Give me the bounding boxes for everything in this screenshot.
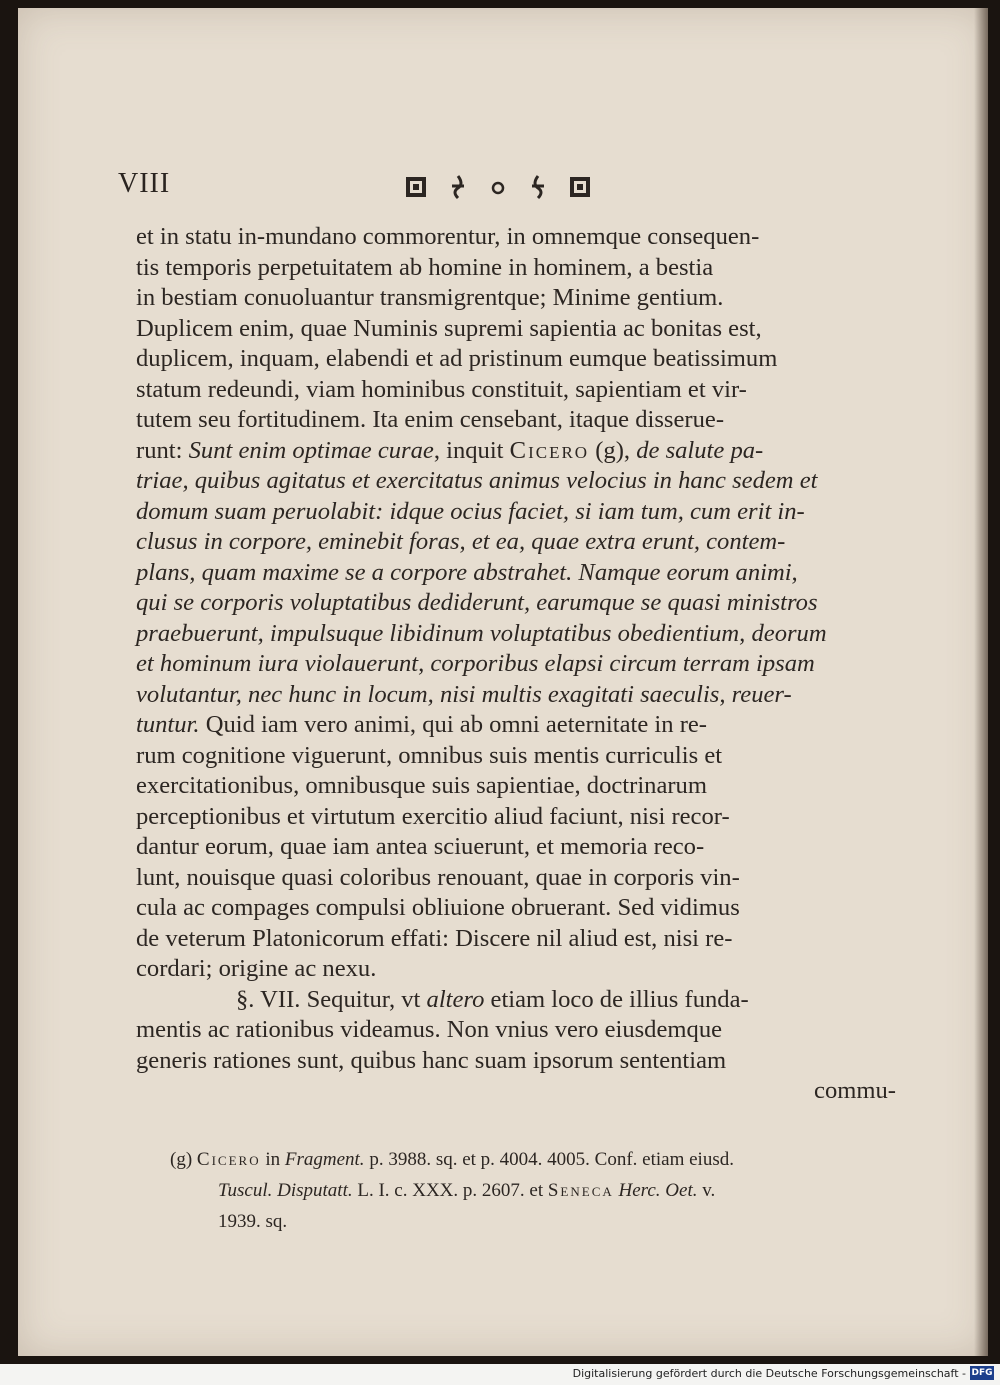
quote-line: praebuerunt, impulsuque libidinum voluptatibus obedientium, deorum bbox=[136, 619, 827, 647]
quote-line: clusus in corpore, eminebit foras, et ea, quae extra erunt, contem- bbox=[136, 528, 786, 555]
body-text bbox=[136, 222, 896, 1107]
text-line: dantur eorum, quae iam antea sciuerunt, et memoria reco- bbox=[136, 833, 705, 860]
text-line: tutem seu fortitudinem. Ita enim censebant, itaque disserue- bbox=[136, 406, 725, 433]
text-line: exercitationibus, omnibusque suis sapientiae, doctrinarum bbox=[136, 772, 707, 799]
text-line: duplicem, inquam, elabendi et ad pristinum eumque beatissimum bbox=[136, 345, 778, 372]
quote-line: triae, quibus agitatus et exercitatus animus velocius in hanc sedem et bbox=[136, 467, 818, 494]
footnote bbox=[170, 1144, 900, 1237]
page-header bbox=[118, 168, 898, 208]
quote-line: qui se corporis voluptatibus dediderunt, earumque se quasi ministros bbox=[136, 589, 818, 616]
text-line: cula ac compages compulsi obliuione obruerant. Sed vidimus bbox=[136, 894, 740, 921]
quote-line: volutantur, nec hunc in locum, nisi multis exagitati saeculis, reuer- bbox=[136, 680, 792, 708]
text-line: statum redeundi, viam hominibus constituit, sapientiam et vir- bbox=[136, 375, 747, 403]
text-line: Duplicem enim, quae Numinis supremi sapientia ac bonitas est, bbox=[136, 314, 762, 342]
text-line: generis rationes sunt, quibus hanc suam ipsorum sententiam bbox=[136, 1046, 727, 1074]
text-line: mentis ac rationibus videamus. Non vnius vero eiusdemque bbox=[136, 1016, 723, 1043]
text-line: tuntur. Quid iam vero animi, qui ab omni aeternitate in re- bbox=[136, 711, 707, 738]
text-line: de veterum Platonicorum effati: Discere nil aliud est, nisi re- bbox=[136, 924, 733, 952]
footnote-line: Tuscul. Disputatt. L. I. c. XXX. p. 2607. et Seneca Herc. Oet. v. bbox=[218, 1180, 716, 1201]
text-line: cordari; origine ac nexu. bbox=[136, 955, 377, 982]
text-line: perceptionibus et virtutum exercitio aliud faciunt, nisi recor- bbox=[136, 802, 730, 830]
footnote-line: 1939. sq. bbox=[218, 1211, 288, 1232]
printer-ornament-icon bbox=[398, 172, 598, 202]
text-line: et in statu in-mundano commorentur, in omnemque consequen- bbox=[136, 223, 760, 250]
text-line: tis temporis perpetuitatem ab homine in hominem, a bestia bbox=[136, 253, 714, 281]
text-line: runt: Sunt enim optimae curae, inquit Cicero (g), de salute pa- bbox=[136, 436, 764, 464]
dfg-logo: DFG bbox=[971, 1368, 993, 1378]
text-line: in bestiam conuoluantur transmigrentque; Minime gentium. bbox=[136, 284, 724, 311]
catchword: commu- bbox=[814, 1077, 896, 1104]
quote-line: domum suam peruolabit: idque ocius faciet, si iam tum, cum erit in- bbox=[136, 497, 805, 525]
digitization-credit: Digitalisierung gefördert durch die Deutsche Forschungsgemeinschaft - bbox=[572, 1367, 966, 1380]
page-number: VIII bbox=[118, 168, 171, 199]
quote-line: et hominum iura violauerunt, corporibus elapsi circum terram ipsam bbox=[136, 650, 815, 677]
footnote-line: (g) Cicero in Fragment. p. 3988. sq. et p. 4004. 4005. Conf. etiam eiusd. bbox=[170, 1149, 734, 1170]
text-line: lunt, nouisque quasi coloribus renouant, quae in corporis vin- bbox=[136, 863, 740, 891]
quote-line: plans, quam maxime se a corpore abstrahet. Namque eorum animi, bbox=[136, 558, 798, 586]
text-line: rum cognitione viguerunt, omnibus suis mentis curriculis et bbox=[136, 741, 723, 769]
section-heading-line: §. VII. Sequitur, vt altero etiam loco de illius funda- bbox=[236, 985, 749, 1013]
